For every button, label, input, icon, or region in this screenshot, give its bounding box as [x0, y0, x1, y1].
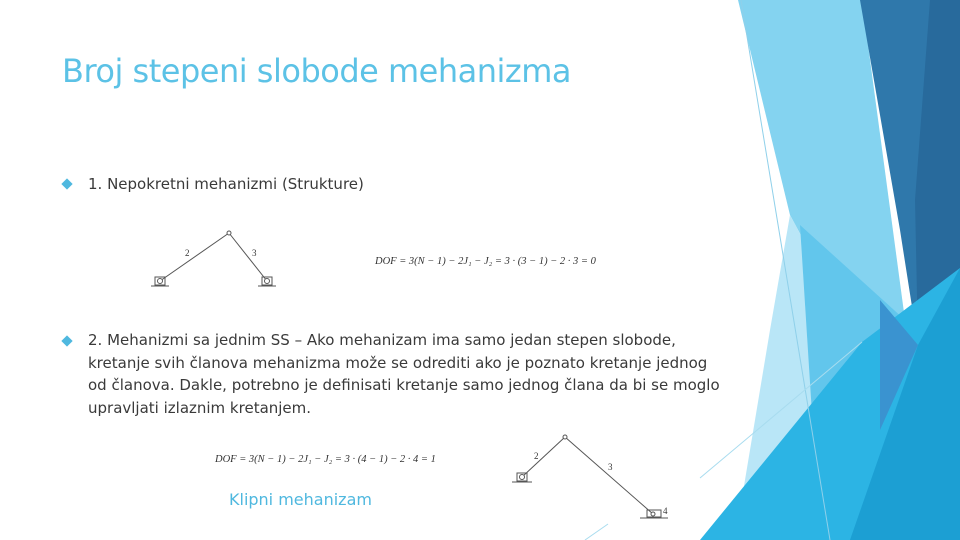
- link-label-4: 4: [663, 506, 668, 516]
- link-label-3: 3: [252, 248, 257, 258]
- caption-slider-crank: Klipni mehanizam: [229, 490, 372, 509]
- slide-title: Broj stepeni slobode mehanizma: [62, 52, 571, 90]
- bullet-text-2: 2. Mehanizmi sa jednim SS – Ako mehanizam ima samo jedan stepen slobode, kretanje svih članova mehanizma može se odrediti ako je poznato kretanje jednog od članova. Dakle, potrebno je definisati kretanje samo jednog člana da bi se moglo upravljati izlaznim kretanjem.: [88, 331, 720, 417]
- formula-structure: DOF = 3(N − 1) − 2J₁ − J₂ = 3 · (3 − 1) − 2 · 3 = 0: [375, 256, 596, 267]
- link-label-2: 2: [534, 451, 539, 461]
- formula-slider-crank: DOF = 3(N − 1) − 2J₁ − J₂ = 3 · (4 − 1) − 2 · 4 = 1: [215, 454, 436, 465]
- link-label-3: 3: [608, 462, 613, 472]
- structure-diagram: [145, 225, 285, 295]
- slider-crank-diagram: [510, 430, 680, 525]
- bullet-text-1: 1. Nepokretni mehanizmi (Strukture): [88, 175, 364, 193]
- link-label-2: 2: [185, 248, 190, 258]
